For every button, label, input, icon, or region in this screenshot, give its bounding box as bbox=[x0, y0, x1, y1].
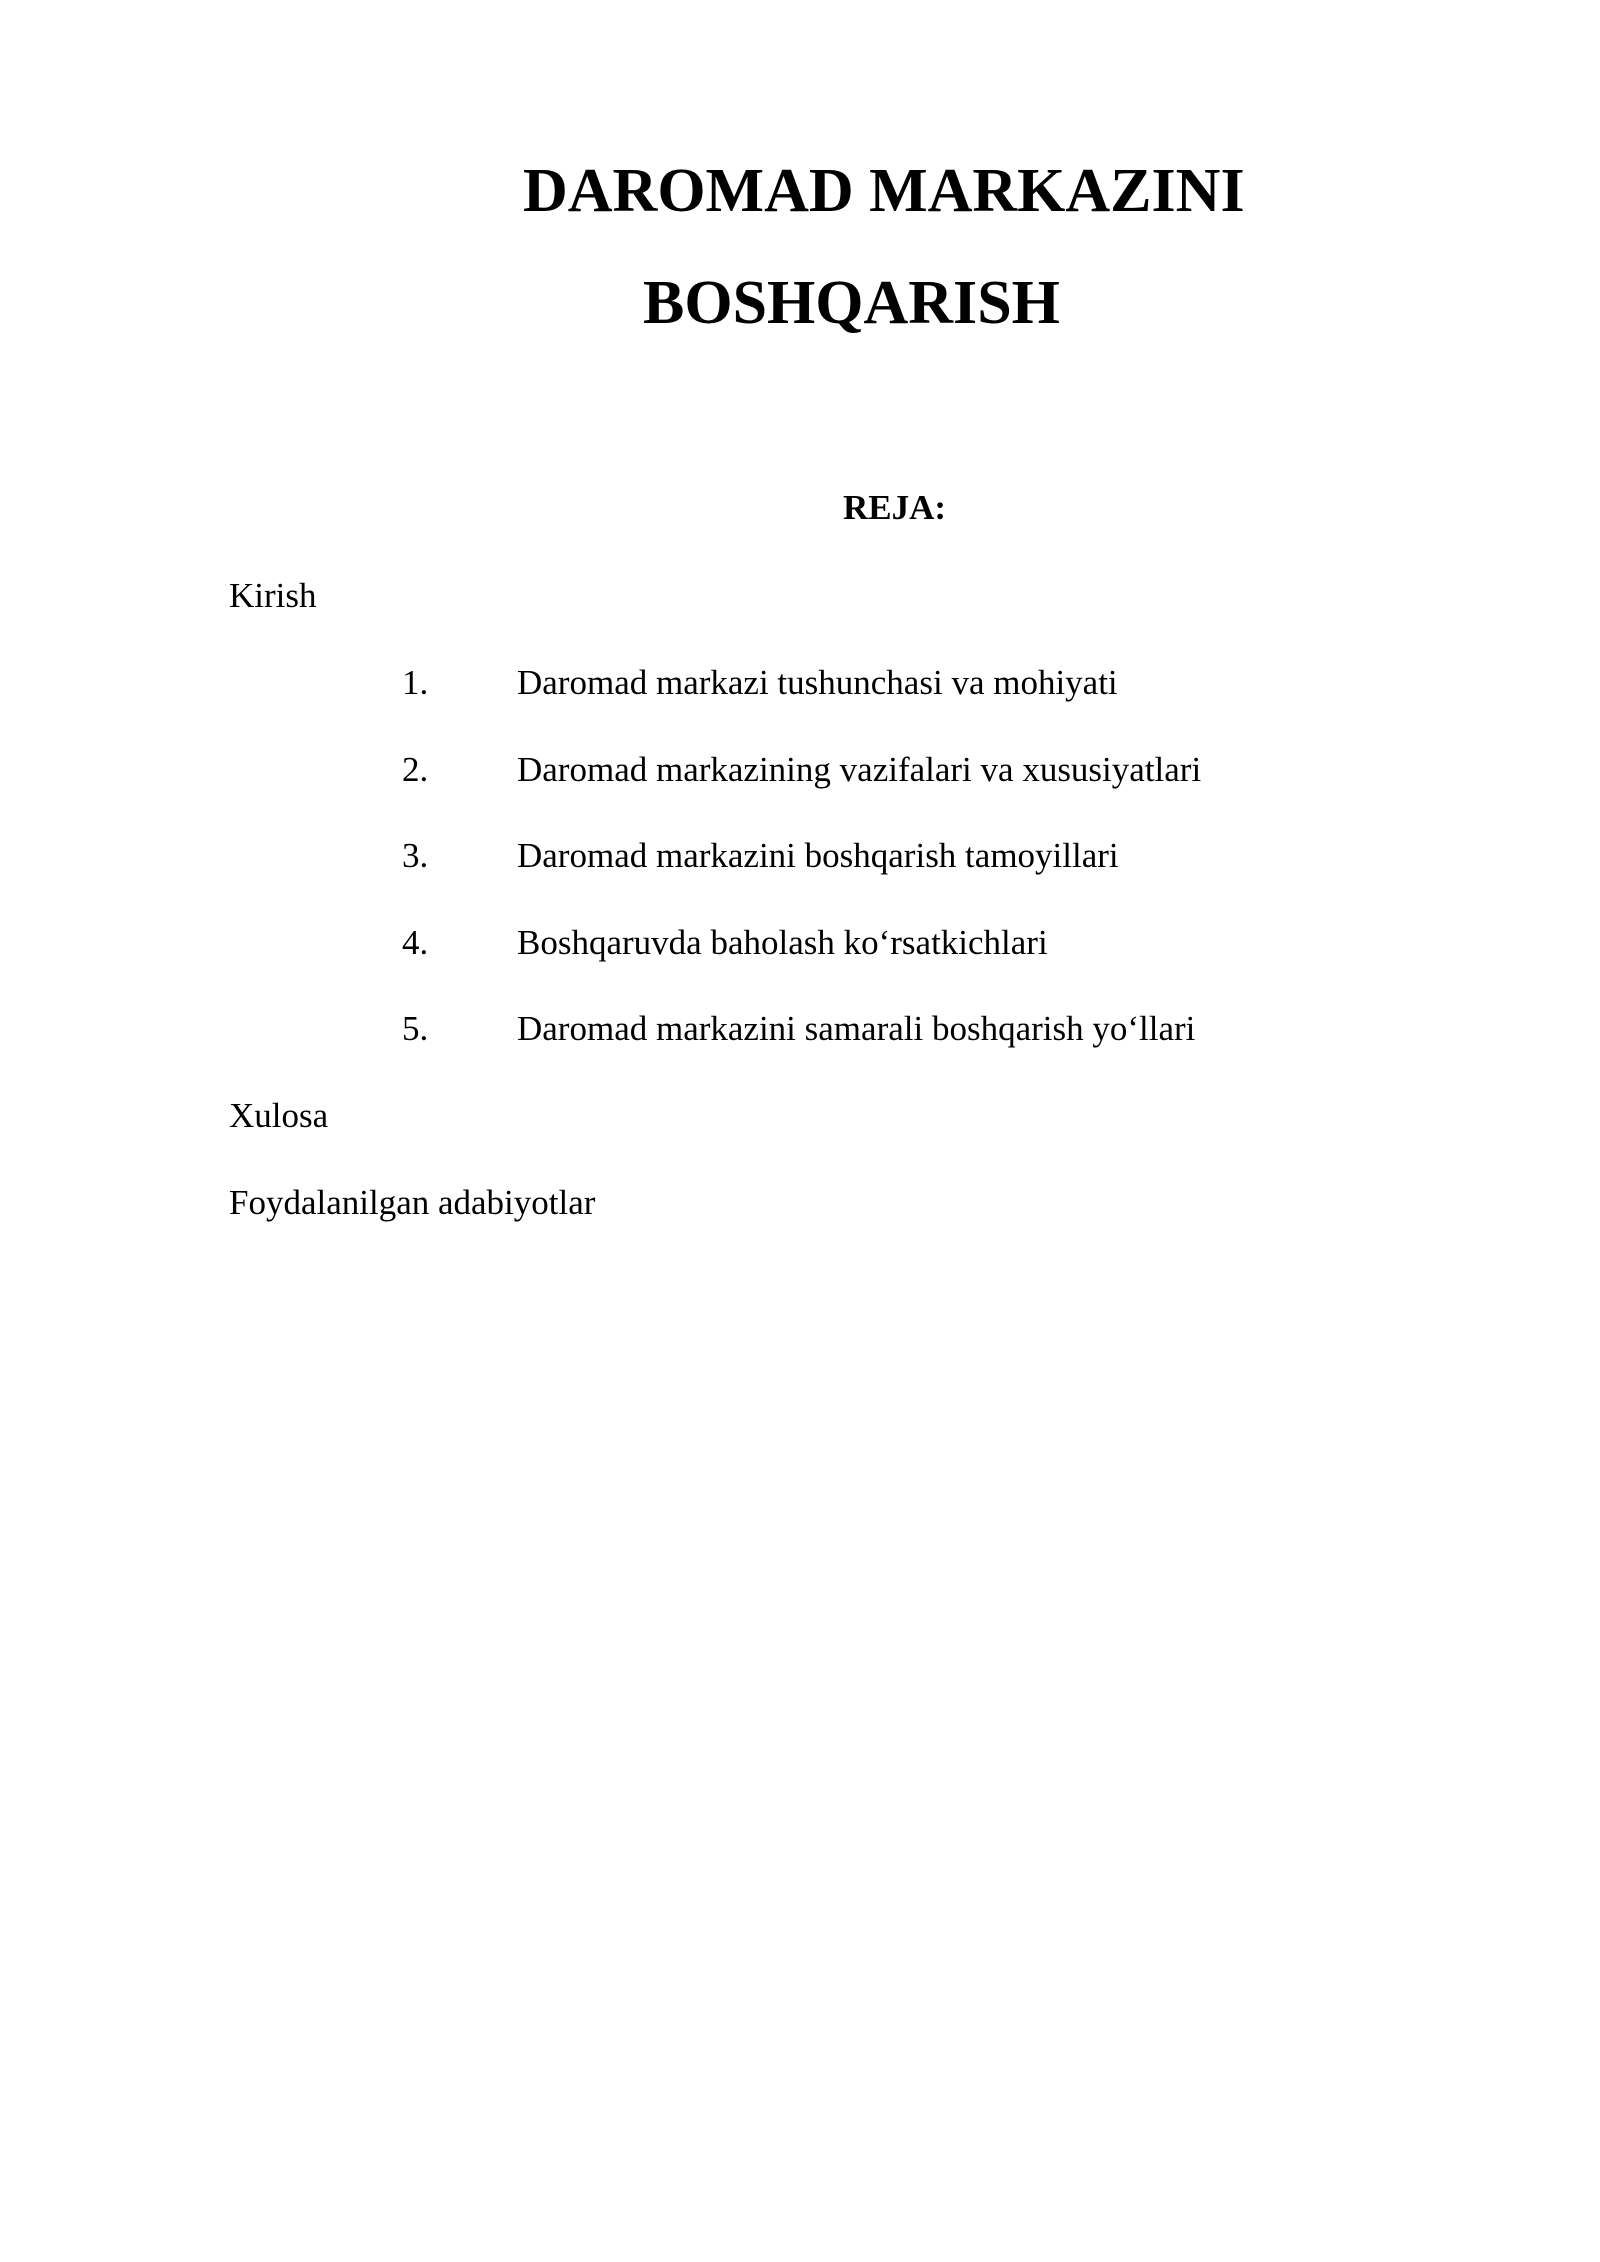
plan-item-number: 5. bbox=[402, 1009, 429, 1048]
plan-references: Foydalanilgan adabiyotlar bbox=[229, 1183, 596, 1222]
plan-item-text: Daromad markazini samarali boshqarish yo‘llari bbox=[517, 1009, 1196, 1048]
plan-item bbox=[0, 838, 1600, 878]
plan-item-text: Boshqaruvda baholash ko‘rsatkichlari bbox=[517, 923, 1048, 962]
document-title-line-1: DAROMAD MARKAZINI bbox=[523, 157, 1245, 225]
plan-item bbox=[0, 665, 1600, 705]
plan-item-text: Daromad markazining vazifalari va xususiyatlari bbox=[517, 750, 1202, 789]
plan-item-text: Daromad markazi tushunchasi va mohiyati bbox=[517, 663, 1118, 702]
plan-item-number: 1. bbox=[402, 663, 429, 702]
plan-item-number: 3. bbox=[402, 836, 429, 875]
document-title-line-2: BOSHQARISH bbox=[643, 269, 1060, 337]
plan-item bbox=[0, 925, 1600, 965]
plan-item-text: Daromad markazini boshqarish tamoyillari bbox=[517, 836, 1119, 875]
plan-intro: Kirish bbox=[229, 576, 317, 615]
plan-conclusion: Xulosa bbox=[229, 1096, 329, 1135]
plan-item-number: 4. bbox=[402, 923, 429, 962]
plan-item bbox=[0, 752, 1600, 792]
plan-item-number: 2. bbox=[402, 750, 429, 789]
plan-item bbox=[0, 1011, 1600, 1051]
plan-heading: REJA: bbox=[843, 488, 947, 527]
